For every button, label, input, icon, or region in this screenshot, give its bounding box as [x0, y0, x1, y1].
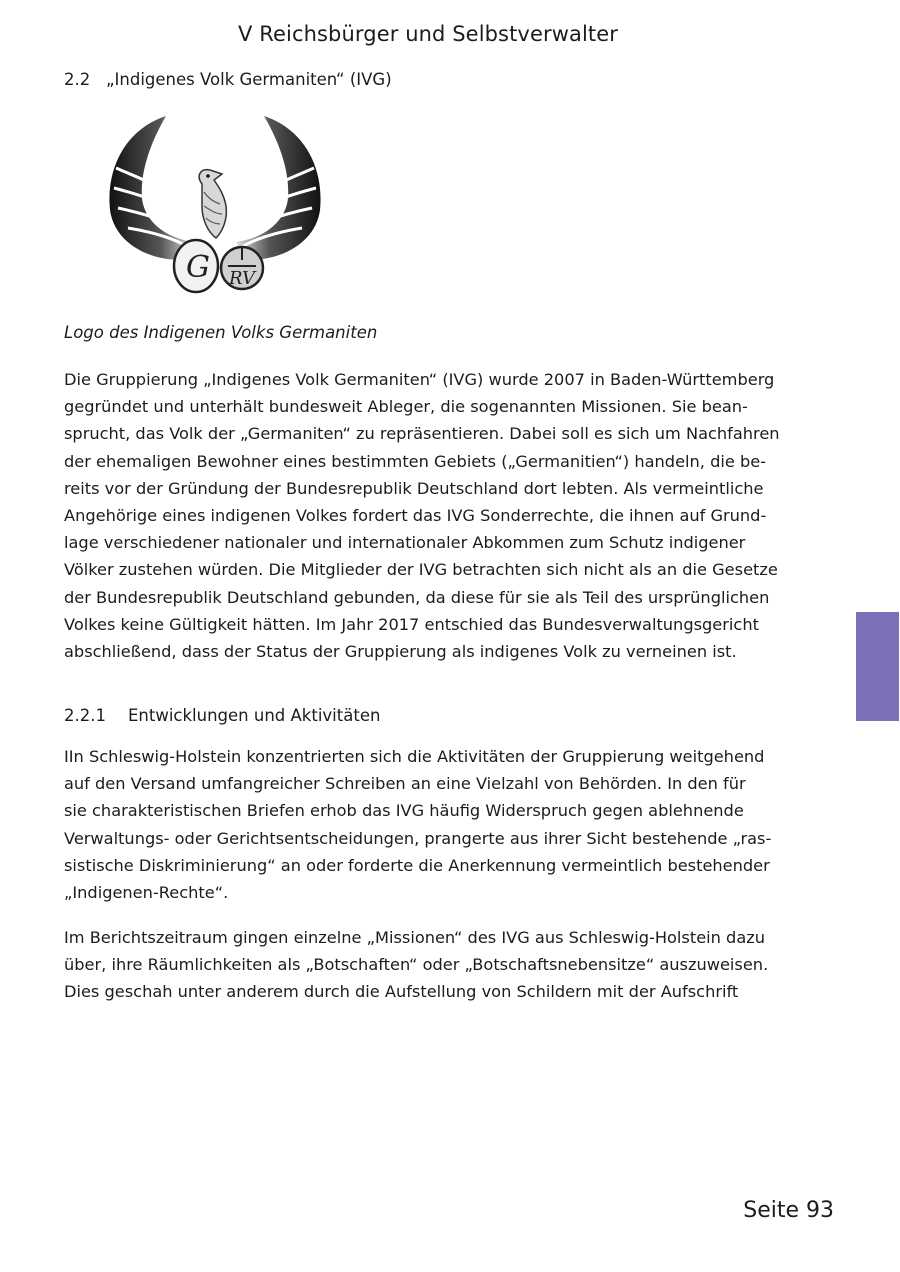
- logo-letter-g: G: [186, 250, 210, 285]
- section-number: 2.2: [64, 70, 91, 89]
- logo-letter-r: R: [229, 268, 243, 289]
- right-wing-shape: [230, 116, 321, 260]
- paragraph-line: der ehemaligen Bewohner eines bestimmten Gebiets („Germanitien“) handeln, die be-: [64, 451, 767, 471]
- paragraph-line: auf den Versand umfangreicher Schreiben an eine Vielzahl von Behörden. In den für: [64, 774, 746, 794]
- paragraph-line: reits vor der Gründung der Bundesrepublik Deutschland dort lebten. Als vermeintliche: [64, 478, 764, 498]
- paragraph-line: Dies geschah unter anderem durch die Aufstellung von Schildern mit der Aufschrift: [64, 982, 739, 1002]
- ivg-logo-image: [104, 110, 326, 300]
- paragraph-line: der Bundesrepublik Deutschland gebunden, da diese für sie als Teil des ursprünglichen: [64, 587, 770, 607]
- subsection-number: 2.2.1: [64, 706, 106, 725]
- chapter-side-tab: [856, 612, 899, 721]
- paragraph-missions: [64, 924, 799, 1006]
- paragraph-line: Angehörige eines indigenen Volkes fordert das IVG Sonderrechte, die ihnen auf Grund-: [64, 506, 767, 526]
- paragraph-line: IIn Schleswig-Holstein konzentrierten sich die Aktivitäten der Gruppierung weitgehend: [64, 747, 765, 766]
- left-wing-shape: [109, 116, 200, 260]
- chapter-header: V Reichsbürger und Selbstverwalter: [238, 22, 618, 46]
- paragraph-line: Volkes keine Gültigkeit hätten. Im Jahr 2017 entschied das Bundesverwaltungsgericht: [64, 614, 759, 634]
- eagle-shape: [199, 170, 226, 238]
- logo-letter-v: V: [242, 268, 255, 289]
- figure-caption: Logo des Indigenen Volks Germaniten: [64, 323, 378, 342]
- subsection-heading: [64, 706, 380, 725]
- paragraph-line: sprucht, das Volk der „Germaniten“ zu repräsentieren. Dabei soll es sich um Nachfahren: [64, 424, 780, 444]
- section-title: „Indigenes Volk Germaniten“ (IVG): [106, 70, 392, 89]
- paragraph-line: lage verschiedener nationaler und internationaler Abkommen zum Schutz indigener: [64, 533, 746, 553]
- paragraph-line: Im Berichtszeitraum gingen einzelne „Missionen“ des IVG aus Schleswig-Holstein dazu: [64, 928, 766, 947]
- paragraph-activities: [64, 743, 799, 906]
- paragraph-line: Verwaltungs- oder Gerichtsentscheidungen, prangerte aus ihrer Sicht bestehende „ras-: [64, 828, 772, 848]
- section-heading: [64, 70, 392, 89]
- paragraph-ivg-description: [64, 366, 799, 665]
- paragraph-line: sistische Diskriminierung“ an oder forderte die Anerkennung vermeintlich bestehender: [64, 855, 770, 875]
- page-number: Seite 93: [743, 1198, 834, 1223]
- paragraph-line: „Indigenen-Rechte“.: [64, 883, 229, 903]
- paragraph-line: Die Gruppierung „Indigenes Volk Germaniten“ (IVG) wurde 2007 in Baden-Württemberg: [64, 370, 775, 389]
- paragraph-line: abschließend, dass der Status der Gruppierung als indigenes Volk zu verneinen ist.: [64, 642, 737, 662]
- paragraph-line: gegründet und unterhält bundesweit Ableger, die sogenannten Missionen. Sie bean-: [64, 397, 748, 417]
- paragraph-line: Völker zustehen würden. Die Mitglieder der IVG betrachten sich nicht als an die Gesetze: [64, 560, 778, 580]
- paragraph-line: sie charakteristischen Briefen erhob das IVG häufig Widerspruch gegen ablehnende: [64, 801, 744, 821]
- paragraph-line: über, ihre Räumlichkeiten als „Botschaften“ oder „Botschaftsnebensitze“ auszuweisen.: [64, 955, 769, 975]
- subsection-title: Entwicklungen und Aktivitäten: [128, 706, 381, 725]
